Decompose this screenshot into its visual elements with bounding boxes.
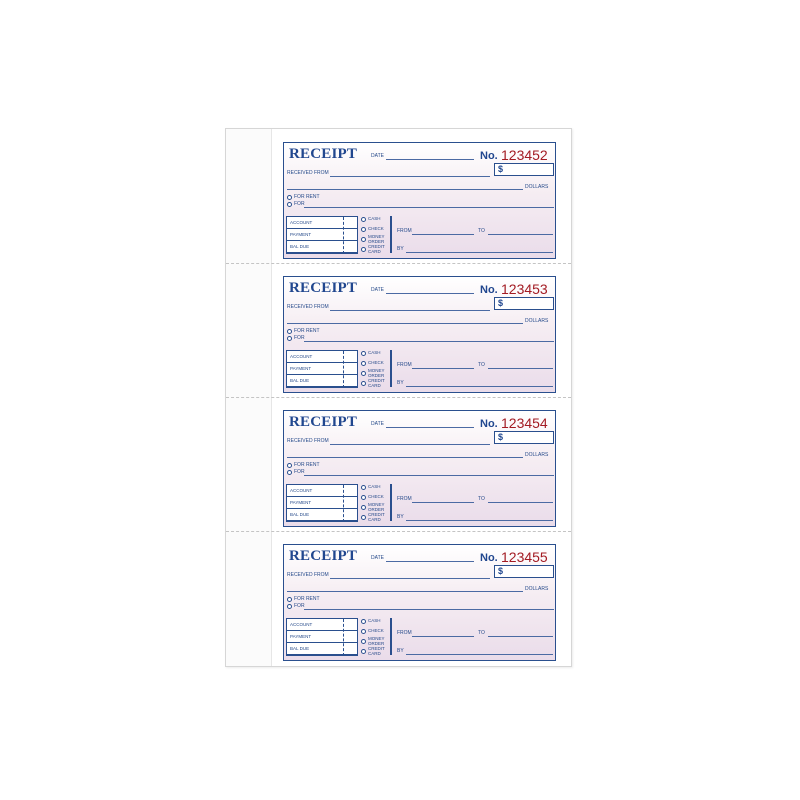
perforation-line [226, 531, 571, 532]
by-label: BY [397, 380, 404, 386]
receipt-number: 123453 [501, 281, 548, 297]
cash-label: CASH [368, 216, 381, 221]
account-table [286, 484, 358, 522]
date-label: DATE [371, 287, 384, 293]
receipt-title: RECEIPT [289, 280, 358, 296]
credit-card-label: CREDIT CARD [368, 646, 385, 656]
dollar-sign: $ [498, 164, 504, 174]
from-line[interactable] [412, 234, 474, 235]
for-label: FOR [294, 603, 305, 609]
for-rent-radio[interactable] [287, 329, 292, 334]
account-label: ACCOUNT [290, 488, 313, 493]
received-from-label: RECEIVED FROM [287, 170, 329, 176]
to-label: TO [478, 630, 485, 636]
credit-card-label: CREDIT CARD [368, 244, 385, 254]
for-line[interactable] [304, 609, 554, 610]
receipt-title: RECEIPT [289, 548, 358, 564]
for-line[interactable] [304, 207, 554, 208]
to-label: TO [478, 496, 485, 502]
by-label: BY [397, 648, 404, 654]
payment-label: PAYMENT [290, 634, 312, 639]
money-order-label: MONEY ORDER [368, 234, 385, 244]
check-radio[interactable] [361, 227, 366, 232]
receipt-number: 123454 [501, 415, 548, 431]
for-radio[interactable] [287, 202, 292, 207]
to-line[interactable] [488, 234, 553, 235]
amount-words-line[interactable] [287, 457, 523, 458]
credit-card-radio[interactable] [361, 247, 366, 252]
date-line[interactable] [386, 159, 474, 160]
by-line[interactable] [406, 654, 553, 655]
account-label: ACCOUNT [290, 622, 313, 627]
cents-divider [343, 485, 344, 522]
bal-due-label: BAL DUE [290, 244, 310, 249]
amount-box[interactable] [494, 297, 554, 310]
receipt-title: RECEIPT [289, 146, 358, 162]
check-label: CHECK [368, 628, 384, 633]
receipt-number: 123452 [501, 147, 548, 163]
money-order-label: MONEY ORDER [368, 368, 385, 378]
receipt-form [283, 410, 556, 527]
received-from-line[interactable] [330, 578, 490, 579]
for-line[interactable] [304, 475, 554, 476]
account-table [286, 216, 358, 254]
for-label: FOR [294, 201, 305, 207]
check-radio[interactable] [361, 495, 366, 500]
for-label: FOR [294, 469, 305, 475]
credit-card-radio[interactable] [361, 381, 366, 386]
cash-label: CASH [368, 350, 381, 355]
account-label: ACCOUNT [290, 354, 313, 359]
receipt-no-label: No. [480, 150, 498, 162]
amount-box[interactable] [494, 163, 554, 176]
from-label: FROM [397, 362, 412, 368]
check-label: CHECK [368, 360, 384, 365]
credit-card-radio[interactable] [361, 649, 366, 654]
date-line[interactable] [386, 427, 474, 428]
section-bar [390, 484, 392, 521]
dollars-label: DOLLARS [525, 586, 549, 592]
amount-words-line[interactable] [287, 323, 523, 324]
by-label: BY [397, 514, 404, 520]
receipt-no-label: No. [480, 418, 498, 430]
for-rent-label: FOR RENT [294, 596, 320, 602]
cash-label: CASH [368, 484, 381, 489]
amount-words-line[interactable] [287, 189, 523, 190]
receipt-title: RECEIPT [289, 414, 358, 430]
money-order-label: MONEY ORDER [368, 636, 385, 646]
cash-radio[interactable] [361, 619, 366, 624]
date-label: DATE [371, 421, 384, 427]
for-rent-radio[interactable] [287, 195, 292, 200]
amount-words-line[interactable] [287, 591, 523, 592]
check-label: CHECK [368, 226, 384, 231]
dollar-sign: $ [498, 298, 504, 308]
by-line[interactable] [406, 520, 553, 521]
payment-label: PAYMENT [290, 500, 312, 505]
cash-radio[interactable] [361, 217, 366, 222]
money-order-radio[interactable] [361, 237, 366, 242]
received-from-label: RECEIVED FROM [287, 304, 329, 310]
perforation-line [226, 263, 571, 264]
dollars-label: DOLLARS [525, 318, 549, 324]
received-from-label: RECEIVED FROM [287, 438, 329, 444]
cents-divider [343, 217, 344, 254]
credit-card-label: CREDIT CARD [368, 512, 385, 522]
check-radio[interactable] [361, 361, 366, 366]
for-rent-label: FOR RENT [294, 462, 320, 468]
money-order-radio[interactable] [361, 505, 366, 510]
received-from-label: RECEIVED FROM [287, 572, 329, 578]
received-from-line[interactable] [330, 176, 490, 177]
cash-radio[interactable] [361, 351, 366, 356]
receipt-number: 123455 [501, 549, 548, 565]
check-label: CHECK [368, 494, 384, 499]
cents-divider [343, 351, 344, 388]
from-line[interactable] [412, 502, 474, 503]
dollars-label: DOLLARS [525, 452, 549, 458]
receipt-form [283, 276, 556, 393]
to-line[interactable] [488, 502, 553, 503]
date-label: DATE [371, 555, 384, 561]
from-label: FROM [397, 228, 412, 234]
received-from-line[interactable] [330, 310, 490, 311]
from-line[interactable] [412, 368, 474, 369]
by-label: BY [397, 246, 404, 252]
bal-due-label: BAL DUE [290, 646, 310, 651]
dollar-sign: $ [498, 432, 504, 442]
for-line[interactable] [304, 341, 554, 342]
for-rent-radio[interactable] [287, 597, 292, 602]
money-order-label: MONEY ORDER [368, 502, 385, 512]
account-table [286, 618, 358, 656]
account-table [286, 350, 358, 388]
bal-due-label: BAL DUE [290, 378, 310, 383]
to-label: TO [478, 228, 485, 234]
date-line[interactable] [386, 293, 474, 294]
credit-card-radio[interactable] [361, 515, 366, 520]
by-line[interactable] [406, 252, 553, 253]
receipt-no-label: No. [480, 552, 498, 564]
for-radio[interactable] [287, 336, 292, 341]
to-line[interactable] [488, 368, 553, 369]
receipt-form [283, 142, 556, 259]
money-order-radio[interactable] [361, 371, 366, 376]
section-bar [390, 618, 392, 655]
for-rent-label: FOR RENT [294, 194, 320, 200]
for-radio[interactable] [287, 604, 292, 609]
date-label: DATE [371, 153, 384, 159]
bal-due-label: BAL DUE [290, 512, 310, 517]
cash-label: CASH [368, 618, 381, 623]
payment-label: PAYMENT [290, 232, 312, 237]
to-label: TO [478, 362, 485, 368]
credit-card-label: CREDIT CARD [368, 378, 385, 388]
from-label: FROM [397, 630, 412, 636]
money-order-radio[interactable] [361, 639, 366, 644]
account-label: ACCOUNT [290, 220, 313, 225]
date-line[interactable] [386, 561, 474, 562]
cents-divider [343, 619, 344, 656]
by-line[interactable] [406, 386, 553, 387]
dollar-sign: $ [498, 566, 504, 576]
for-rent-label: FOR RENT [294, 328, 320, 334]
amount-box[interactable] [494, 431, 554, 444]
payment-label: PAYMENT [290, 366, 312, 371]
perforation-line [226, 397, 571, 398]
dollars-label: DOLLARS [525, 184, 549, 190]
check-radio[interactable] [361, 629, 366, 634]
for-rent-radio[interactable] [287, 463, 292, 468]
receipt-no-label: No. [480, 284, 498, 296]
amount-box[interactable] [494, 565, 554, 578]
to-line[interactable] [488, 636, 553, 637]
receipt-form [283, 544, 556, 661]
from-line[interactable] [412, 636, 474, 637]
from-label: FROM [397, 496, 412, 502]
for-radio[interactable] [287, 470, 292, 475]
for-label: FOR [294, 335, 305, 341]
section-bar [390, 216, 392, 253]
section-bar [390, 350, 392, 387]
received-from-line[interactable] [330, 444, 490, 445]
cash-radio[interactable] [361, 485, 366, 490]
